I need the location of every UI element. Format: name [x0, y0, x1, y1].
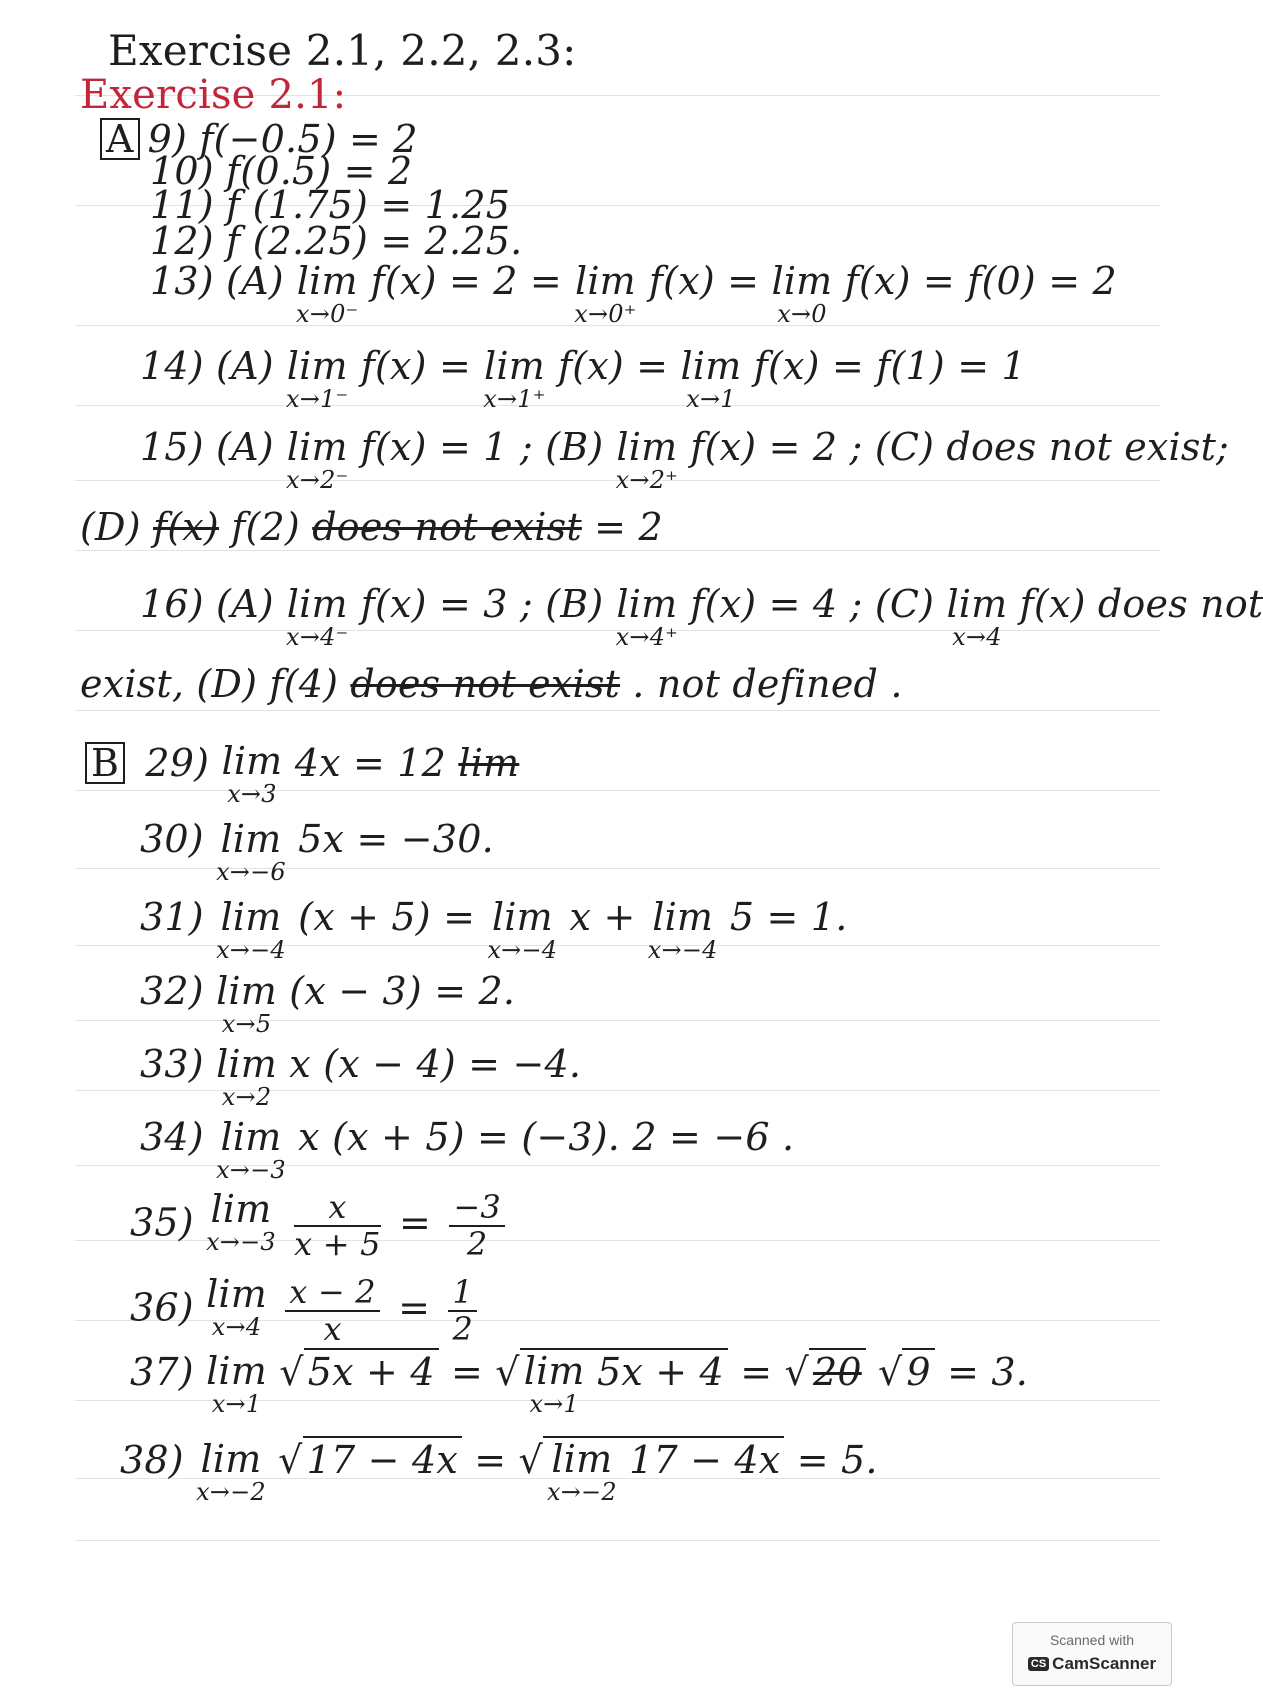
exercise-9: A 9) f(−0.5) = 2 — [100, 118, 418, 160]
exercise-15-d: (D) f(x) f(2) does not exist = 2 — [80, 505, 663, 549]
exercise-12: 12) f (2.25) = 2.25. — [150, 219, 523, 263]
section-subtitle: Exercise 2.1: — [80, 72, 347, 118]
exercise-32: 32) lim x→5 (x − 3) = 2. — [140, 969, 516, 1038]
camscanner-logo-icon: CS — [1028, 1657, 1049, 1671]
section-b-box: B — [85, 742, 125, 784]
exercise-34: 34) lim x→−3 x (x + 5) = (−3). 2 = −6 . — [140, 1115, 795, 1184]
exercise-36: 36) lim x→4 $\frac{x - 2}{x}$ = $\frac{1}{2}$ — [130, 1275, 483, 1347]
watermark-line2: CS CamScanner — [1013, 1654, 1171, 1674]
section-a-box: A — [100, 118, 140, 160]
exercise-14: 14) (A) lim x→1⁻ f(x) = lim x→1⁺ f(x) = lim x→1 f(x) = f(1) = 1 — [140, 344, 1026, 413]
page-title: Exercise 2.1, 2.2, 2.3: — [108, 26, 577, 75]
exercise-35: 35) lim x→−3 $\frac{x}{x + 5}$ = $\frac{-3}{2}$ — [130, 1190, 511, 1262]
exercise-31: 31) lim x→−4 (x + 5) = lim x→−4 x + lim x→−4 5 = 1. — [140, 895, 848, 964]
exercise-16: 16) (A) lim x→4⁻ f(x) = 3 ; (B) lim x→4⁺ f(x) = 4 ; (C) lim x→4 f(x) does not — [140, 582, 1263, 651]
exercise-30: 30) lim x→−6 5x = −30. — [140, 817, 494, 886]
exercise-29: B 29) lim x→3 4x = 12 lim — [85, 742, 519, 806]
exercise-11: 11) f (1.75) = 1.25 — [150, 183, 511, 227]
exercise-33: 33) lim x→2 x (x − 4) = −4. — [140, 1042, 582, 1111]
exercise-13: 13) (A) lim x→0⁻ f(x) = 2 = lim x→0⁺ f(x) = lim x→0 f(x) = f(0) = 2 — [150, 259, 1117, 328]
exercise-37: 37) lim x→1 √ 5x + 4 = √ lim x→1 5x + 4 = √ 20 √ 9 = 3. — [130, 1349, 1029, 1418]
watermark-line1: Scanned with — [1049, 1632, 1135, 1648]
exercise-15: 15) (A) lim x→2⁻ f(x) = 1 ; (B) lim x→2⁺ f(x) = 2 ; (C) does not exist; — [140, 425, 1230, 494]
exercise-38: 38) lim x→−2 √ 17 − 4x = √ lim x→−2 17 − 4x = 5. — [120, 1437, 878, 1506]
exercise-10: 10) f(0.5) = 2 — [150, 149, 413, 193]
exercise-16-cont: exist, (D) f(4) does not exist . not defined . — [80, 662, 903, 706]
camscanner-watermark — [1012, 1622, 1172, 1686]
